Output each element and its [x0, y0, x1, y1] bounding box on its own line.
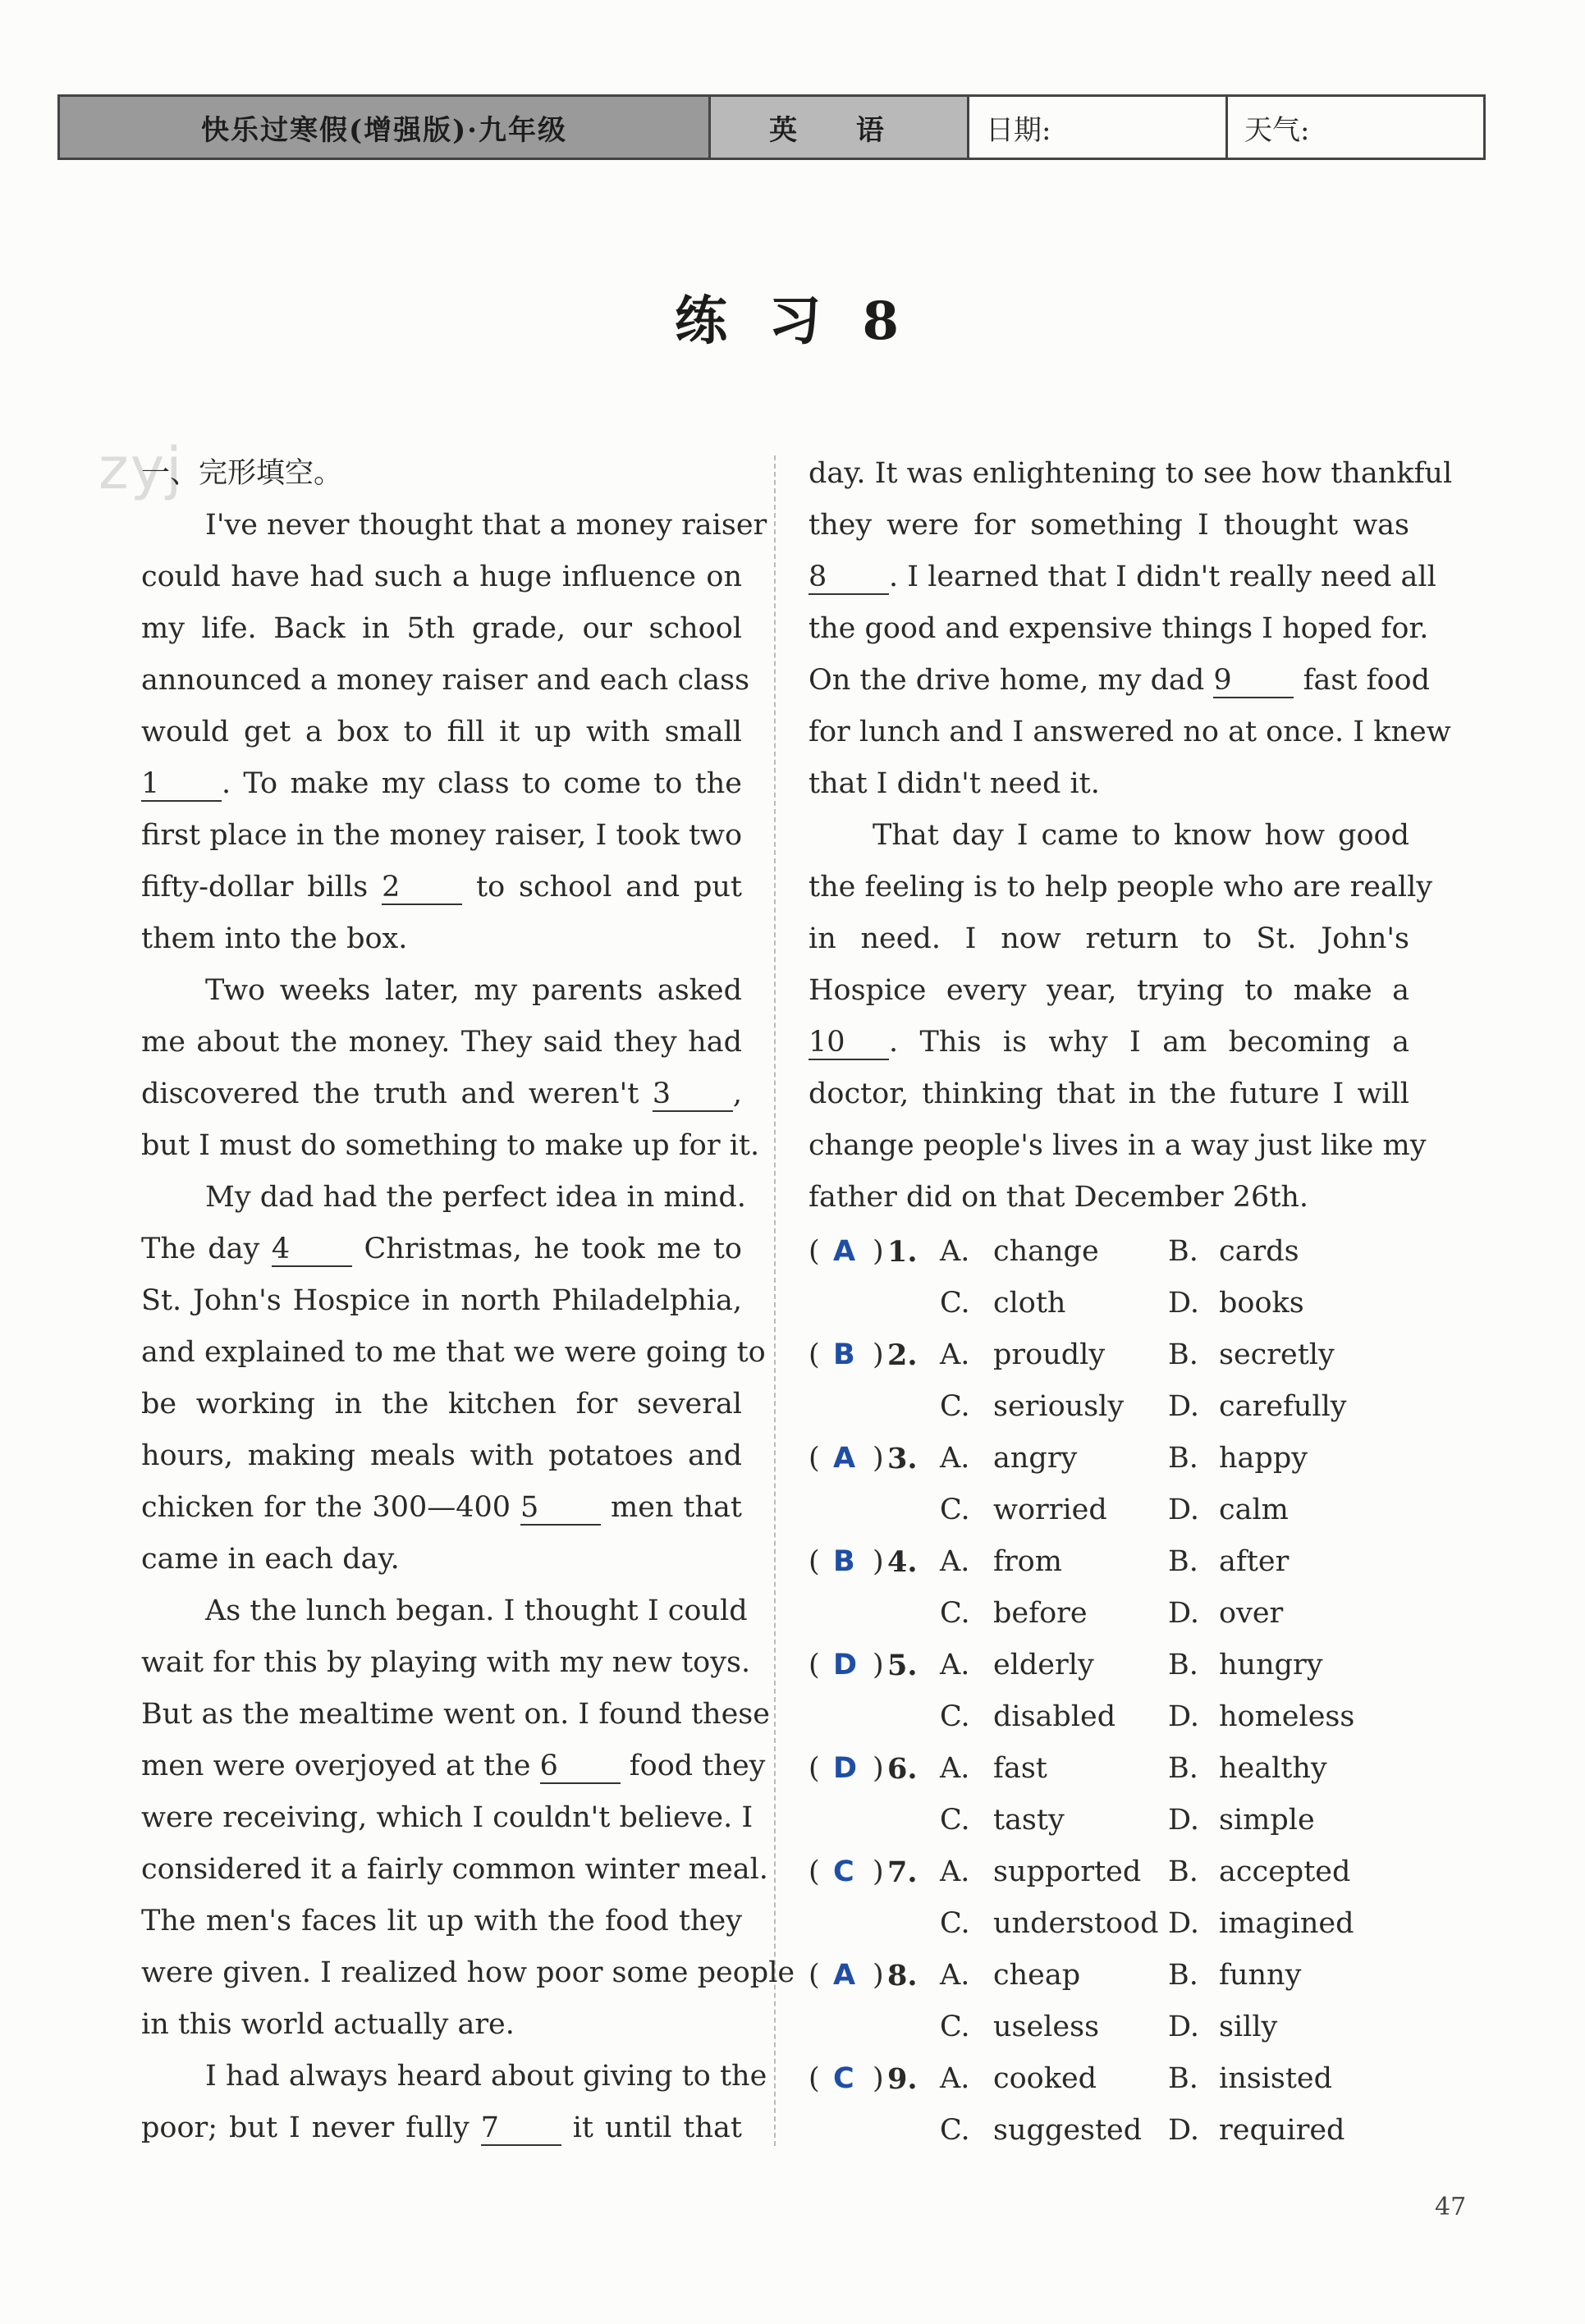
option-text-c: tasty	[993, 1804, 1065, 1837]
option-text-a: fast	[993, 1752, 1047, 1785]
option-text-b: funny	[1219, 1959, 1302, 1992]
text-line: me about the money. They said they had	[141, 1026, 742, 1059]
paren-open: (	[809, 1338, 820, 1371]
answer-letter: A	[833, 1235, 856, 1268]
text-fragment: chicken for the 300—400	[141, 1491, 511, 1524]
answer-letter: C	[833, 1855, 854, 1888]
text-line	[141, 1741, 766, 1792]
option-text-d: over	[1219, 1597, 1284, 1630]
option-letter-a: A.	[940, 1649, 970, 1681]
text-line: them into the box.	[141, 922, 408, 955]
option-letter-b: B.	[1168, 1752, 1198, 1785]
question-number: 6.	[887, 1752, 918, 1786]
option-text-b: insisted	[1219, 2062, 1333, 2095]
paren-open: (	[809, 1649, 820, 1681]
text-line	[141, 1068, 742, 1120]
option-letter-d: D.	[1168, 1804, 1199, 1837]
text-fragment: it until that	[572, 2111, 742, 2144]
blank-8: 8	[809, 560, 889, 595]
paren-open: (	[809, 2062, 820, 2095]
option-letter-b: B.	[1168, 1442, 1198, 1475]
option-letter-b: B.	[1168, 1959, 1198, 1992]
question-number: 9.	[887, 2062, 918, 2096]
option-text-a: proudly	[993, 1338, 1106, 1371]
option-text-d: books	[1219, 1287, 1304, 1320]
paren-close: )	[873, 1545, 884, 1578]
paren-open: (	[809, 1855, 820, 1888]
text-line: and explained to me that we were going to	[141, 1336, 766, 1369]
watermark: zyj	[98, 435, 184, 502]
text-fragment: men were overjoyed at the	[141, 1750, 531, 1782]
text-line: Hospice every year, trying to make a	[809, 974, 1409, 1007]
paren-close: )	[873, 1442, 884, 1475]
question-row	[809, 1536, 1465, 1588]
option-letter-a: A.	[940, 1855, 970, 1888]
text-fragment: ,	[732, 1077, 742, 1110]
passage-left-column	[141, 448, 795, 2154]
option-letter-d: D.	[1168, 1700, 1199, 1733]
text-line: wait for this by playing with my new toys.	[141, 1646, 751, 1679]
question-row	[809, 1329, 1465, 1381]
option-text-a: supported	[993, 1855, 1142, 1888]
text-line: I've never thought that a money raiser	[205, 509, 767, 542]
option-text-d: calm	[1219, 1494, 1289, 1526]
question-number: 7.	[887, 1855, 918, 1889]
text-line: would get a box to fill it up with small	[141, 716, 742, 748]
text-line: Two weeks later, my parents asked	[205, 974, 742, 1007]
option-text-a: cheap	[993, 1959, 1081, 1992]
text-fragment: fast food	[1303, 664, 1431, 697]
option-letter-c: C.	[940, 2114, 970, 2147]
question-row-continued	[809, 1485, 1465, 1536]
question-row-continued	[809, 2001, 1465, 2053]
text-fragment: . I learned that I didn't really need all	[889, 560, 1436, 593]
option-text-c: cloth	[993, 1287, 1066, 1320]
text-line: were receiving, which I couldn't believe. I	[141, 1801, 754, 1834]
text-line	[809, 1017, 1409, 1068]
blank-6: 6	[540, 1750, 621, 1784]
option-letter-b: B.	[1168, 1855, 1198, 1888]
question-number: 1.	[887, 1235, 918, 1269]
paren-close: )	[873, 1752, 884, 1785]
option-letter-d: D.	[1168, 1597, 1199, 1630]
text-line: my life. Back in 5th grade, our school	[141, 612, 742, 645]
option-letter-c: C.	[940, 1804, 970, 1837]
option-letter-b: B.	[1168, 1545, 1198, 1578]
text-line: came in each day.	[141, 1543, 400, 1576]
option-letter-a: A.	[940, 2062, 970, 2095]
blank-1: 1	[141, 767, 222, 802]
text-line: change people's lives in a way just like my	[809, 1129, 1427, 1162]
text-line: That day I came to know how good	[873, 819, 1409, 852]
weather-field: 天气:	[1225, 97, 1483, 158]
paren-open: (	[809, 1442, 820, 1475]
text-line: for lunch and I answered no at once. I knew	[809, 716, 1451, 748]
text-line: first place in the money raiser, I took two	[141, 819, 743, 852]
text-fragment: . This is why I am becoming a	[889, 1026, 1409, 1059]
text-line: As the lunch began. I thought I could	[205, 1594, 748, 1627]
text-line: day. It was enlightening to see how thankful	[809, 457, 1453, 490]
option-text-d: simple	[1219, 1804, 1315, 1837]
text-line	[809, 551, 1436, 603]
blank-7: 7	[481, 2111, 561, 2146]
text-line: father did on that December 26th.	[809, 1181, 1309, 1214]
question-row-continued	[809, 1691, 1465, 1743]
question-row	[809, 1950, 1465, 2001]
option-text-c: disabled	[993, 1700, 1116, 1733]
text-fragment: discovered the truth and weren't	[141, 1077, 639, 1110]
option-letter-b: B.	[1168, 1649, 1198, 1681]
option-letter-b: B.	[1168, 1235, 1198, 1268]
option-text-c: before	[993, 1597, 1088, 1630]
question-row	[809, 1743, 1465, 1795]
option-text-a: from	[993, 1545, 1062, 1578]
paren-close: )	[873, 1959, 884, 1992]
question-list	[809, 1226, 1465, 2157]
text-line: could have had such a huge influence on	[141, 560, 742, 593]
text-line: But as the mealtime went on. I found these	[141, 1698, 770, 1731]
text-line: My dad had the perfect idea in mind.	[205, 1181, 746, 1214]
text-line: the good and expensive things I hoped for.	[809, 612, 1429, 645]
text-line	[141, 1482, 742, 1534]
option-letter-a: A.	[940, 1442, 970, 1475]
text-fragment: food they	[629, 1750, 766, 1782]
question-row	[809, 1226, 1465, 1278]
book-title: 快乐过寒假(增强版)·九年级	[60, 97, 708, 158]
section-heading: 一、完形填空。	[141, 457, 343, 490]
question-row	[809, 1640, 1465, 1691]
text-fragment: . To make my class to come to the	[222, 767, 742, 800]
option-text-b: accepted	[1219, 1855, 1351, 1888]
option-text-d: imagined	[1219, 1907, 1354, 1940]
text-fragment: poor; but I never fully	[141, 2111, 470, 2144]
option-text-b: healthy	[1219, 1752, 1327, 1785]
option-text-d: required	[1219, 2114, 1345, 2147]
paren-close: )	[873, 1235, 884, 1268]
option-text-b: after	[1219, 1545, 1290, 1578]
text-fragment: to school and put	[476, 871, 742, 904]
answer-letter: A	[833, 1442, 856, 1475]
option-letter-c: C.	[940, 1907, 970, 1940]
answer-letter: B	[833, 1338, 855, 1371]
text-line: in need. I now return to St. John's	[809, 922, 1409, 955]
option-letter-c: C.	[940, 1700, 970, 1733]
option-text-c: understood	[993, 1907, 1159, 1940]
paren-open: (	[809, 1545, 820, 1578]
answer-letter: D	[833, 1649, 858, 1681]
subject-label: 英 语	[708, 97, 967, 158]
text-line: announced a money raiser and each class	[141, 664, 750, 697]
option-letter-c: C.	[940, 1390, 970, 1423]
page-title: 练 习 8	[674, 290, 911, 352]
option-text-a: elderly	[993, 1649, 1094, 1681]
text-line	[809, 655, 1431, 707]
text-line: I had always heard about giving to the	[205, 2060, 767, 2093]
blank-10: 10	[809, 1026, 889, 1060]
text-line	[141, 2102, 742, 2154]
question-number: 8.	[887, 1959, 918, 1992]
option-letter-a: A.	[940, 1959, 970, 1992]
option-text-a: cooked	[993, 2062, 1097, 2095]
text-line: but I must do something to make up for it.	[141, 1129, 760, 1162]
question-number: 3.	[887, 1442, 918, 1475]
option-letter-a: A.	[940, 1545, 970, 1578]
text-line: hours, making meals with potatoes and	[141, 1439, 742, 1472]
option-text-b: secretly	[1219, 1338, 1335, 1371]
text-line: in this world actually are.	[141, 2008, 515, 2041]
text-line	[141, 758, 742, 810]
option-text-b: cards	[1219, 1235, 1299, 1268]
question-number: 2.	[887, 1338, 918, 1372]
page-number: 47	[1435, 2193, 1467, 2221]
question-row-continued	[809, 1588, 1465, 1640]
question-number: 5.	[887, 1649, 918, 1682]
text-line: they were for something I thought was	[809, 509, 1409, 542]
question-row-continued	[809, 1381, 1465, 1433]
question-row-continued	[809, 2105, 1465, 2157]
option-text-c: worried	[993, 1494, 1107, 1526]
option-letter-d: D.	[1168, 2114, 1199, 2147]
option-letter-d: D.	[1168, 2011, 1199, 2043]
text-fragment: fifty-dollar bills	[141, 871, 369, 904]
option-letter-a: A.	[940, 1338, 970, 1371]
text-line: be working in the kitchen for several	[141, 1388, 742, 1420]
text-fragment: On the drive home, my dad	[809, 664, 1205, 697]
option-text-a: change	[993, 1235, 1099, 1268]
paren-close: )	[873, 2062, 884, 2095]
option-text-d: silly	[1219, 2011, 1278, 2043]
option-letter-c: C.	[940, 1287, 970, 1320]
option-text-d: carefully	[1219, 1390, 1347, 1423]
option-letter-c: C.	[940, 1597, 970, 1630]
text-fragment: men that	[611, 1491, 742, 1524]
text-line: The men's faces lit up with the food they	[141, 1905, 742, 1937]
option-letter-c: C.	[940, 1494, 970, 1526]
text-line: the feeling is to help people who are really	[809, 871, 1433, 904]
passage-right-column	[809, 448, 1453, 1224]
text-line: St. John's Hospice in north Philadelphia,	[141, 1284, 742, 1317]
answer-letter: C	[833, 2062, 854, 2095]
question-number: 4.	[887, 1545, 918, 1579]
text-line: that I didn't need it.	[809, 767, 1100, 800]
blank-9: 9	[1213, 664, 1294, 698]
blank-4: 4	[272, 1233, 352, 1267]
paren-close: )	[873, 1649, 884, 1681]
text-line: doctor, thinking that in the future I will	[809, 1077, 1409, 1110]
text-fragment: Christmas, he took me to	[364, 1233, 742, 1265]
column-divider	[774, 455, 776, 2146]
option-letter-b: B.	[1168, 2062, 1198, 2095]
text-line	[141, 1224, 742, 1275]
paren-open: (	[809, 1959, 820, 1992]
text-line: considered it a fairly common winter meal.	[141, 1853, 768, 1886]
text-fragment: The day	[141, 1233, 260, 1265]
option-letter-d: D.	[1168, 1287, 1199, 1320]
paren-open: (	[809, 1752, 820, 1785]
option-letter-a: A.	[940, 1752, 970, 1785]
blank-2: 2	[382, 871, 462, 905]
blank-3: 3	[653, 1077, 733, 1112]
option-text-b: hungry	[1219, 1649, 1323, 1681]
answer-letter: D	[833, 1752, 858, 1785]
option-letter-b: B.	[1168, 1338, 1198, 1371]
question-row	[809, 1846, 1465, 1898]
option-letter-c: C.	[940, 2011, 970, 2043]
option-letter-d: D.	[1168, 1390, 1199, 1423]
option-letter-a: A.	[940, 1235, 970, 1268]
option-text-c: seriously	[993, 1390, 1125, 1423]
option-text-a: angry	[993, 1442, 1078, 1475]
question-row	[809, 1433, 1465, 1485]
option-text-c: useless	[993, 2011, 1100, 2043]
text-line	[141, 862, 742, 913]
answer-letter: A	[833, 1959, 856, 1992]
question-row	[809, 2053, 1465, 2105]
question-row-continued	[809, 1795, 1465, 1846]
text-line: were given. I realized how poor some people	[141, 1956, 795, 1989]
blank-5: 5	[520, 1491, 601, 1526]
answer-letter: B	[833, 1545, 855, 1578]
question-row-continued	[809, 1898, 1465, 1950]
paren-close: )	[873, 1338, 884, 1371]
date-field: 日期:	[967, 97, 1225, 158]
option-text-b: happy	[1219, 1442, 1308, 1475]
page-header	[57, 94, 1486, 160]
option-letter-d: D.	[1168, 1494, 1199, 1526]
paren-open: (	[809, 1235, 820, 1268]
option-text-d: homeless	[1219, 1700, 1355, 1733]
option-letter-d: D.	[1168, 1907, 1199, 1940]
paren-close: )	[873, 1855, 884, 1888]
option-text-c: suggested	[993, 2114, 1143, 2147]
question-row-continued	[809, 1278, 1465, 1329]
